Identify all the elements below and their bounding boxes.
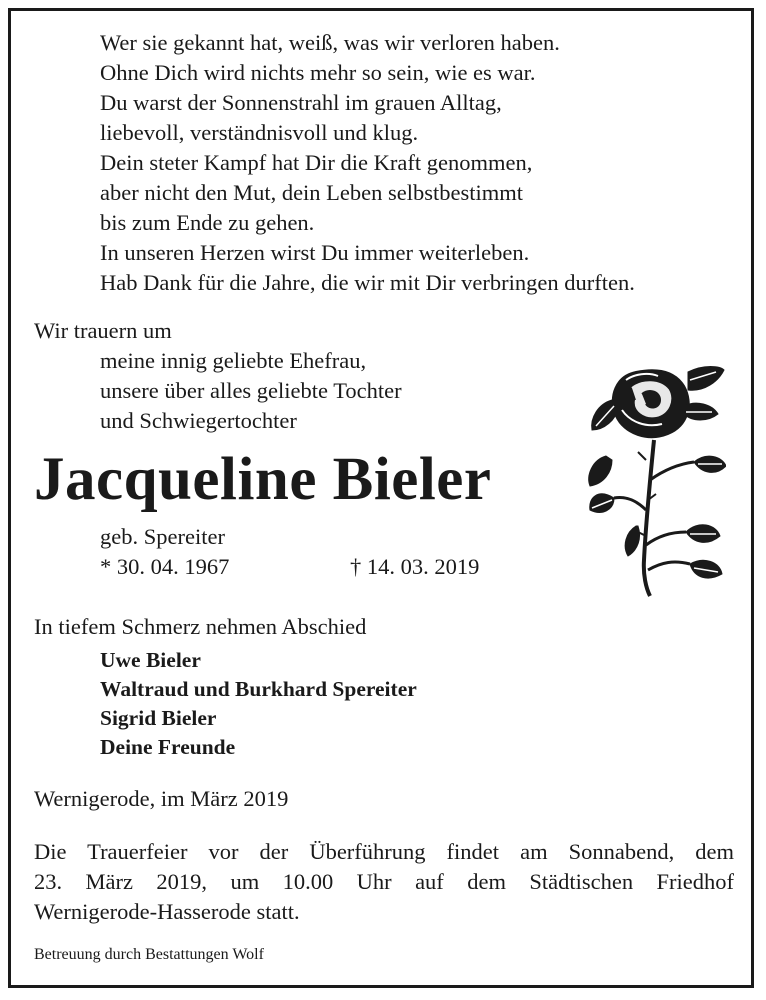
poem [100, 28, 635, 298]
relation-line: unsere über alles geliebte Tochter [100, 378, 402, 403]
poem-line: Hab Dank für die Jahre, die wir mit Dir verbringen durften. [100, 270, 635, 295]
mourner-name: Deine Freunde [100, 735, 236, 759]
mourning-lead: Wir trauern um [34, 318, 172, 343]
place-date: Wernigerode, im März 2019 [34, 786, 289, 811]
undertaker-note: Betreuung durch Bestattungen Wolf [34, 946, 264, 963]
poem-line: Ohne Dich wird nichts mehr so sein, wie es war. [100, 60, 536, 85]
mourner-name: Sigrid Bieler [100, 706, 217, 730]
farewell-lead: In tiefem Schmerz nehmen Abschied [34, 614, 367, 639]
service-notice [34, 837, 734, 927]
service-line: Die Trauerfeier vor der Überführung findet am Sonnabend, dem [34, 839, 734, 864]
birth-name: geb. Spereiter [100, 524, 225, 549]
poem-line: liebevoll, verständnisvoll und klug. [100, 120, 419, 145]
mourner-name: Uwe Bieler [100, 648, 201, 672]
service-line: Wernigerode-Hasserode statt. [34, 899, 300, 924]
death-date: † 14. 03. 2019 [350, 554, 480, 579]
poem-line: Dein steter Kampf hat Dir die Kraft genommen, [100, 150, 533, 175]
birth-date: * 30. 04. 1967 [100, 554, 230, 579]
poem-line: Du warst der Sonnenstrahl im grauen Alltag, [100, 90, 502, 115]
rose-icon [586, 360, 726, 600]
poem-line: bis zum Ende zu gehen. [100, 210, 315, 235]
mourners-list [100, 646, 417, 762]
poem-line: Wer sie gekannt hat, weiß, was wir verloren haben. [100, 30, 560, 55]
mourner-name: Waltraud und Burkhard Spereiter [100, 677, 417, 701]
relations [100, 346, 402, 436]
service-line: 23. März 2019, um 10.00 Uhr auf dem Städtischen Friedhof [34, 869, 734, 894]
deceased-name: Jacqueline Bieler [34, 446, 492, 513]
poem-line: In unseren Herzen wirst Du immer weiterleben. [100, 240, 530, 265]
poem-line: aber nicht den Mut, dein Leben selbstbestimmt [100, 180, 524, 205]
relation-line: und Schwiegertochter [100, 408, 297, 433]
relation-line: meine innig geliebte Ehefrau, [100, 348, 367, 373]
